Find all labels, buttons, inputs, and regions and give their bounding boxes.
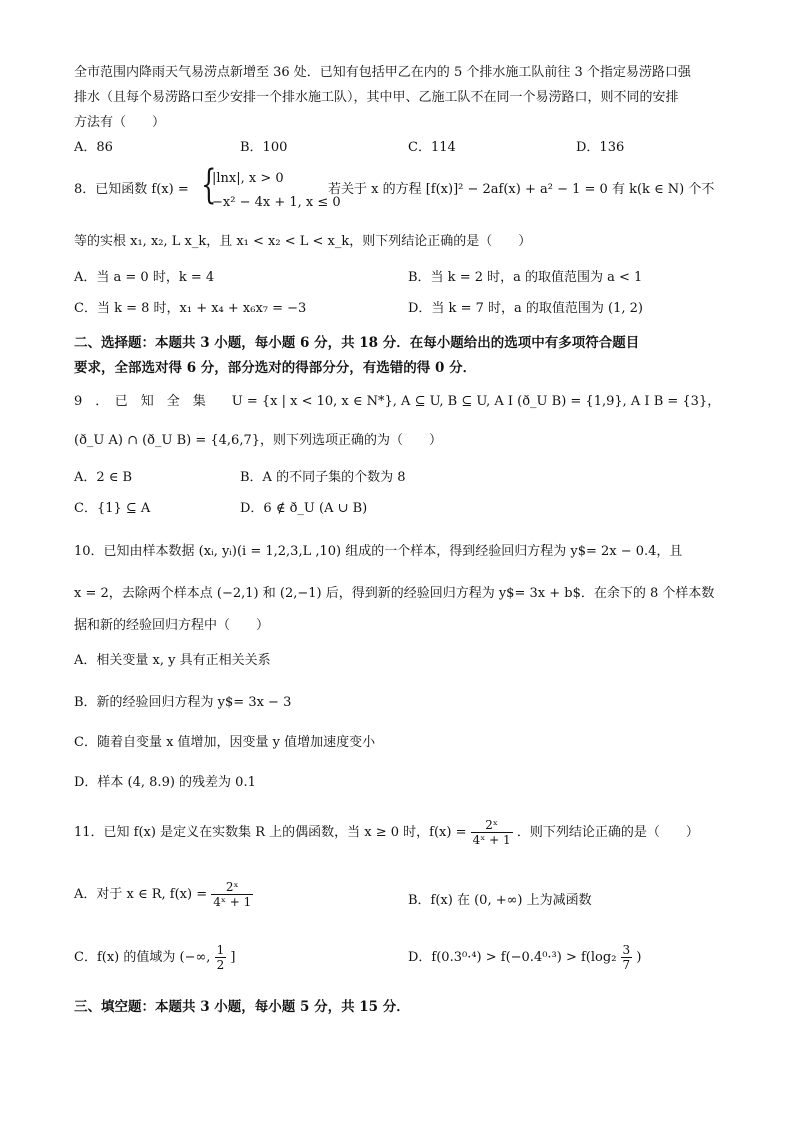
q8-prefix: 8．已知函数 f(x) = (74, 182, 189, 197)
q8-option-a: A．当 a = 0 时，k = 4 (74, 270, 215, 285)
q9-option-b: B．A 的不同子集的个数为 8 (240, 470, 406, 485)
piecewise-brace: { (201, 162, 217, 208)
q11-option-c-interval-left: (−∞, (179, 950, 211, 965)
q11-option-c-interval-right: ] (230, 950, 236, 965)
q11-option-a (74, 880, 253, 909)
q9-line1: 9 ． 已 知 全 集 U = {x | x < 10, x ∈ N*}, A ⊆ U, B ⊆ U, A I (ð_U B) = {1,9}, A I B = {3}， (74, 394, 721, 409)
q11-fraction-denominator: 4ˣ + 1 (472, 833, 511, 847)
q11-stem-prefix: 11．已知 f(x) 是定义在实数集 R 上的偶函数，当 x ≥ 0 时，f(x) = (74, 825, 467, 840)
q11-option-a-denominator: 4ˣ + 1 (213, 895, 252, 909)
q10-line3: 据和新的经验回归方程中（ ） (74, 618, 270, 633)
q11-option-c-denominator: 2 (216, 958, 225, 972)
q7-line2: 排水（且每个易涝路口至少安排一个排水施工队），其中甲、乙施工队不在同一个易涝路口，则不同的安排 (74, 90, 679, 105)
q8-option-d: D．当 k = 7 时，a 的取值范围为 (1, 2) (408, 301, 643, 316)
q11-option-d-suffix: ) (636, 950, 642, 965)
q8-piece-1: |lnx|, x > 0 (212, 171, 284, 186)
q8-option-c: C．当 k = 8 时，x₁ + x₄ + x₆x₇ = −3 (74, 301, 307, 316)
q8-suffix: 若关于 x 的方程 [f(x)]² − 2af(x) + a² − 1 = 0 有 k(k ∈ N) 个不 (328, 182, 715, 197)
q10-option-b: B．新的经验回归方程为 y$= 3x − 3 (74, 695, 292, 710)
section2-heading-line2: 要求，全部选对得 6 分，部分选对的得部分分，有选错的得 0 分． (74, 360, 477, 376)
q11-option-b: B．f(x) 在 (0, +∞) 上为减函数 (408, 893, 592, 908)
q7-line1: 全市范围内降雨天气易涝点新增至 36 处．已知有包括甲乙在内的 5 个排水施工队前往 3 个指定易涝路口强 (74, 65, 691, 80)
q11-option-c-prefix: C．f(x) 的值域为 (74, 950, 176, 965)
q11-option-c-numerator: 1 (216, 943, 225, 957)
q9-option-c: C．{1} ⊆ A (74, 501, 151, 516)
q8-option-b: B．当 k = 2 时，a 的取值范围为 a < 1 (408, 270, 643, 285)
q11-option-d (408, 943, 641, 972)
section3-heading: 三、填空题：本题共 3 小题，每小题 5 分，共 15 分． (74, 999, 410, 1015)
q7-option-d: D．136 (576, 140, 625, 155)
q11-stem-suffix: ．则下列结论正确的是（ ） (516, 825, 699, 840)
q8-line2: 等的实根 x₁, x₂, L x_k，且 x₁ < x₂ < L < x_k，则下列结论正确的是（ ） (74, 234, 532, 249)
q11-option-d-fraction (621, 943, 633, 972)
q9-option-a: A．2 ∈ B (74, 470, 133, 485)
q7-option-c: C．114 (408, 140, 456, 155)
q11-fraction-numerator: 2ˣ (471, 818, 513, 833)
q10-line1: 10．已知由样本数据 (xᵢ, yᵢ)(i = 1,2,3,L ,10) 组成的一个样本，得到经验回归方程为 y$= 2x − 0.4，且 (74, 544, 683, 559)
q11-option-c (74, 943, 235, 972)
q10-option-a: A．相关变量 x, y 具有正相关关系 (74, 653, 271, 668)
q9-line2: (ð_U A) ∩ (ð_U B) = {4,6,7}，则下列选项正确的为（ ） (74, 433, 442, 448)
q7-line3: 方法有（ ） (74, 115, 166, 130)
q11-stem (74, 818, 699, 847)
q11-option-a-numerator: 2ˣ (211, 880, 253, 895)
q11-option-d-denominator: 7 (622, 958, 631, 972)
q11-option-d-numerator: 3 (622, 943, 631, 957)
q10-line2: x = 2，去除两个样本点 (−2,1) 和 (2,−1) 后，得到新的经验回归方程为 y$= 3x + b$．在余下的 8 个样本数 (74, 586, 715, 601)
q8-piece-2: −x² − 4x + 1, x ≤ 0 (212, 195, 341, 210)
q11-option-a-fraction (211, 880, 253, 909)
q7-option-b: B．100 (240, 140, 288, 155)
q11-option-d-prefix: D．f(0.3⁰·⁴) > f(−0.4⁰·³) > f(log₂ (408, 950, 617, 965)
q11-stem-fraction (471, 818, 513, 847)
q11-option-c-fraction (215, 943, 227, 972)
section2-heading-line1: 二、选择题：本题共 3 小题，每小题 6 分，共 18 分．在每小题给出的选项中有多项符合题目 (74, 335, 640, 351)
q10-option-c: C．随着自变量 x 值增加，因变量 y 值增加速度变小 (74, 735, 376, 750)
q9-option-d: D．6 ∉ ð_U (A ∪ B) (240, 501, 368, 516)
q7-option-a: A．86 (74, 140, 113, 155)
q10-option-d: D．样本 (4, 8.9) 的残差为 0.1 (74, 775, 256, 790)
q11-option-a-prefix: A．对于 x ∈ R, f(x) = (74, 887, 208, 902)
